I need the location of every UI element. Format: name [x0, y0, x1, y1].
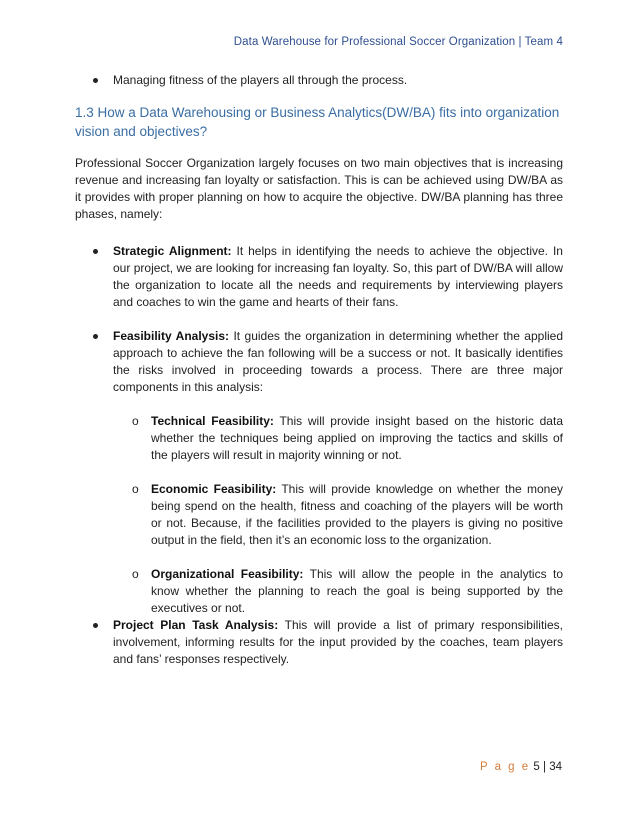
term-description: It helps in identifying the needs to achieve the objective. In our project, we are looking for increasing fan loyalty. So, this part of DW/BA will allow the organization to locate all the needs and requirements by interviewing players and coaches to win the game and hearts of their fans. [113, 244, 563, 309]
sub-item-technical-feasibility [75, 413, 563, 464]
page-number: 5 [533, 761, 540, 773]
term-description: This will provide a list of primary responsibilities, involvement, informing results for the input provided by the coaches, team players and fans’ responses respectively. [113, 618, 563, 666]
page-separator: | [543, 761, 546, 773]
list-item-fitness [75, 72, 563, 89]
page-footer [480, 761, 562, 773]
bullet-icon [93, 249, 98, 254]
hollow-bullet-icon: o [132, 567, 139, 581]
term-description: It guides the organization in determining whether the applied approach to achieve the fan following will be a success or not. It basically identifies the risks involved in proceeding towards a process. There are three major components in this analysis: [113, 329, 564, 394]
hollow-bullet-icon: o [132, 482, 139, 496]
term-label: Organizational Feasibility: [151, 567, 304, 581]
term-description: This will provide knowledge on whether the money being spend on the health, fitness and coaching of the players will be worth or not. Because, if the facilities provided to the players is giving no positive output in the field, then it’s an economic loss to the organization. [151, 482, 563, 547]
intro-paragraph: Professional Soccer Organization largely focuses on two main objectives that is increasing revenue and increasing fan loyalty or satisfaction. This is can be achieved using DW/BA as it provides with proper planning on how to acquire the objective. DW/BA planning has three phases, namely: [75, 156, 563, 221]
term-label: Feasibility Analysis: [113, 329, 230, 343]
sub-item-organizational-feasibility [75, 566, 563, 617]
term-label: Economic Feasibility: [151, 482, 277, 496]
term-label: Strategic Alignment: [113, 244, 232, 258]
hollow-bullet-icon: o [132, 414, 139, 428]
term-label: Technical Feasibility: [151, 414, 274, 428]
bullet-icon [93, 78, 98, 83]
list-item-strategic-alignment [75, 243, 563, 311]
term-label: Project Plan Task Analysis: [113, 618, 279, 632]
bullet-icon [93, 623, 98, 628]
sub-item-economic-feasibility [75, 481, 563, 549]
page-label: P a g e [479, 761, 531, 773]
running-header: Data Warehouse for Professional Soccer Organization | Team 4 [233, 36, 563, 48]
list-item-project-plan-task-analysis [75, 617, 563, 668]
page-body [75, 72, 563, 668]
list-item-feasibility-analysis [75, 328, 563, 396]
term-description: This will allow the people in the analytics to know whether the planning to reach the goal is being supported by the executives or not. [151, 567, 563, 615]
section-heading: 1.3 How a Data Warehousing or Business Analytics(DW/BA) fits into organization vision and objectives? [75, 105, 560, 139]
page-total: 34 [549, 761, 562, 773]
bullet-icon [93, 334, 98, 339]
term-description: This will provide insight based on the historic data whether the techniques being applied on improving the tactics and skills of the players will result in majority winning or not. [151, 414, 563, 462]
list-item-text: Managing fitness of the players all through the process. [113, 73, 408, 87]
